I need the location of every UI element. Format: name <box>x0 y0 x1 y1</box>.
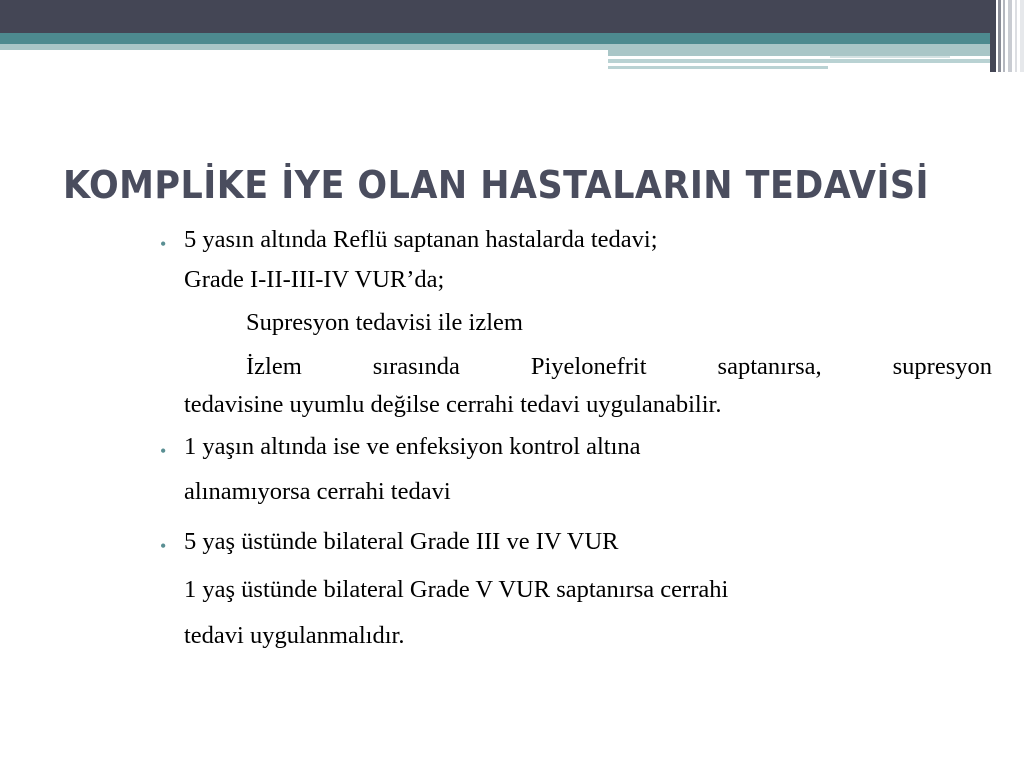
bullet-dot: • <box>160 234 167 254</box>
bullet-3-line-2: 1 yaş üstünde bilateral Grade V VUR saptanırsa cerrahi <box>184 576 729 603</box>
bullet-1-line-4: İzlem sırasında Piyelonefrit saptanırsa, supresyon <box>246 353 992 380</box>
bullet-3-line-3: tedavi uygulanmalıdır. <box>184 622 405 649</box>
bullet-1-paragraph <box>184 348 992 424</box>
bullet-1-line-5: tedavisine uyumlu değilse cerrahi tedavi uygulanabilir. <box>184 391 722 418</box>
bullet-3-line-1: 5 yaş üstünde bilateral Grade III ve IV VUR <box>184 528 619 555</box>
bullet-1-line-2: Grade I-II-III-IV VUR’da; <box>184 266 445 293</box>
bullet-dot: • <box>160 536 167 556</box>
bullet-1-line-1: 5 yasın altında Reflü saptanan hastalarda tedavi; <box>184 226 658 253</box>
bullet-2-line-1: 1 yaşın altında ise ve enfeksiyon kontrol altına <box>184 433 641 460</box>
bullet-2-line-2: alınamıyorsa cerrahi tedavi <box>184 478 451 505</box>
bullet-dot: • <box>160 441 167 461</box>
bullet-1-line-3: Supresyon tedavisi ile izlem <box>246 309 523 336</box>
slide-title: KOMPLİKE İYE OLAN HASTALARIN TEDAVİSİ <box>63 163 930 207</box>
